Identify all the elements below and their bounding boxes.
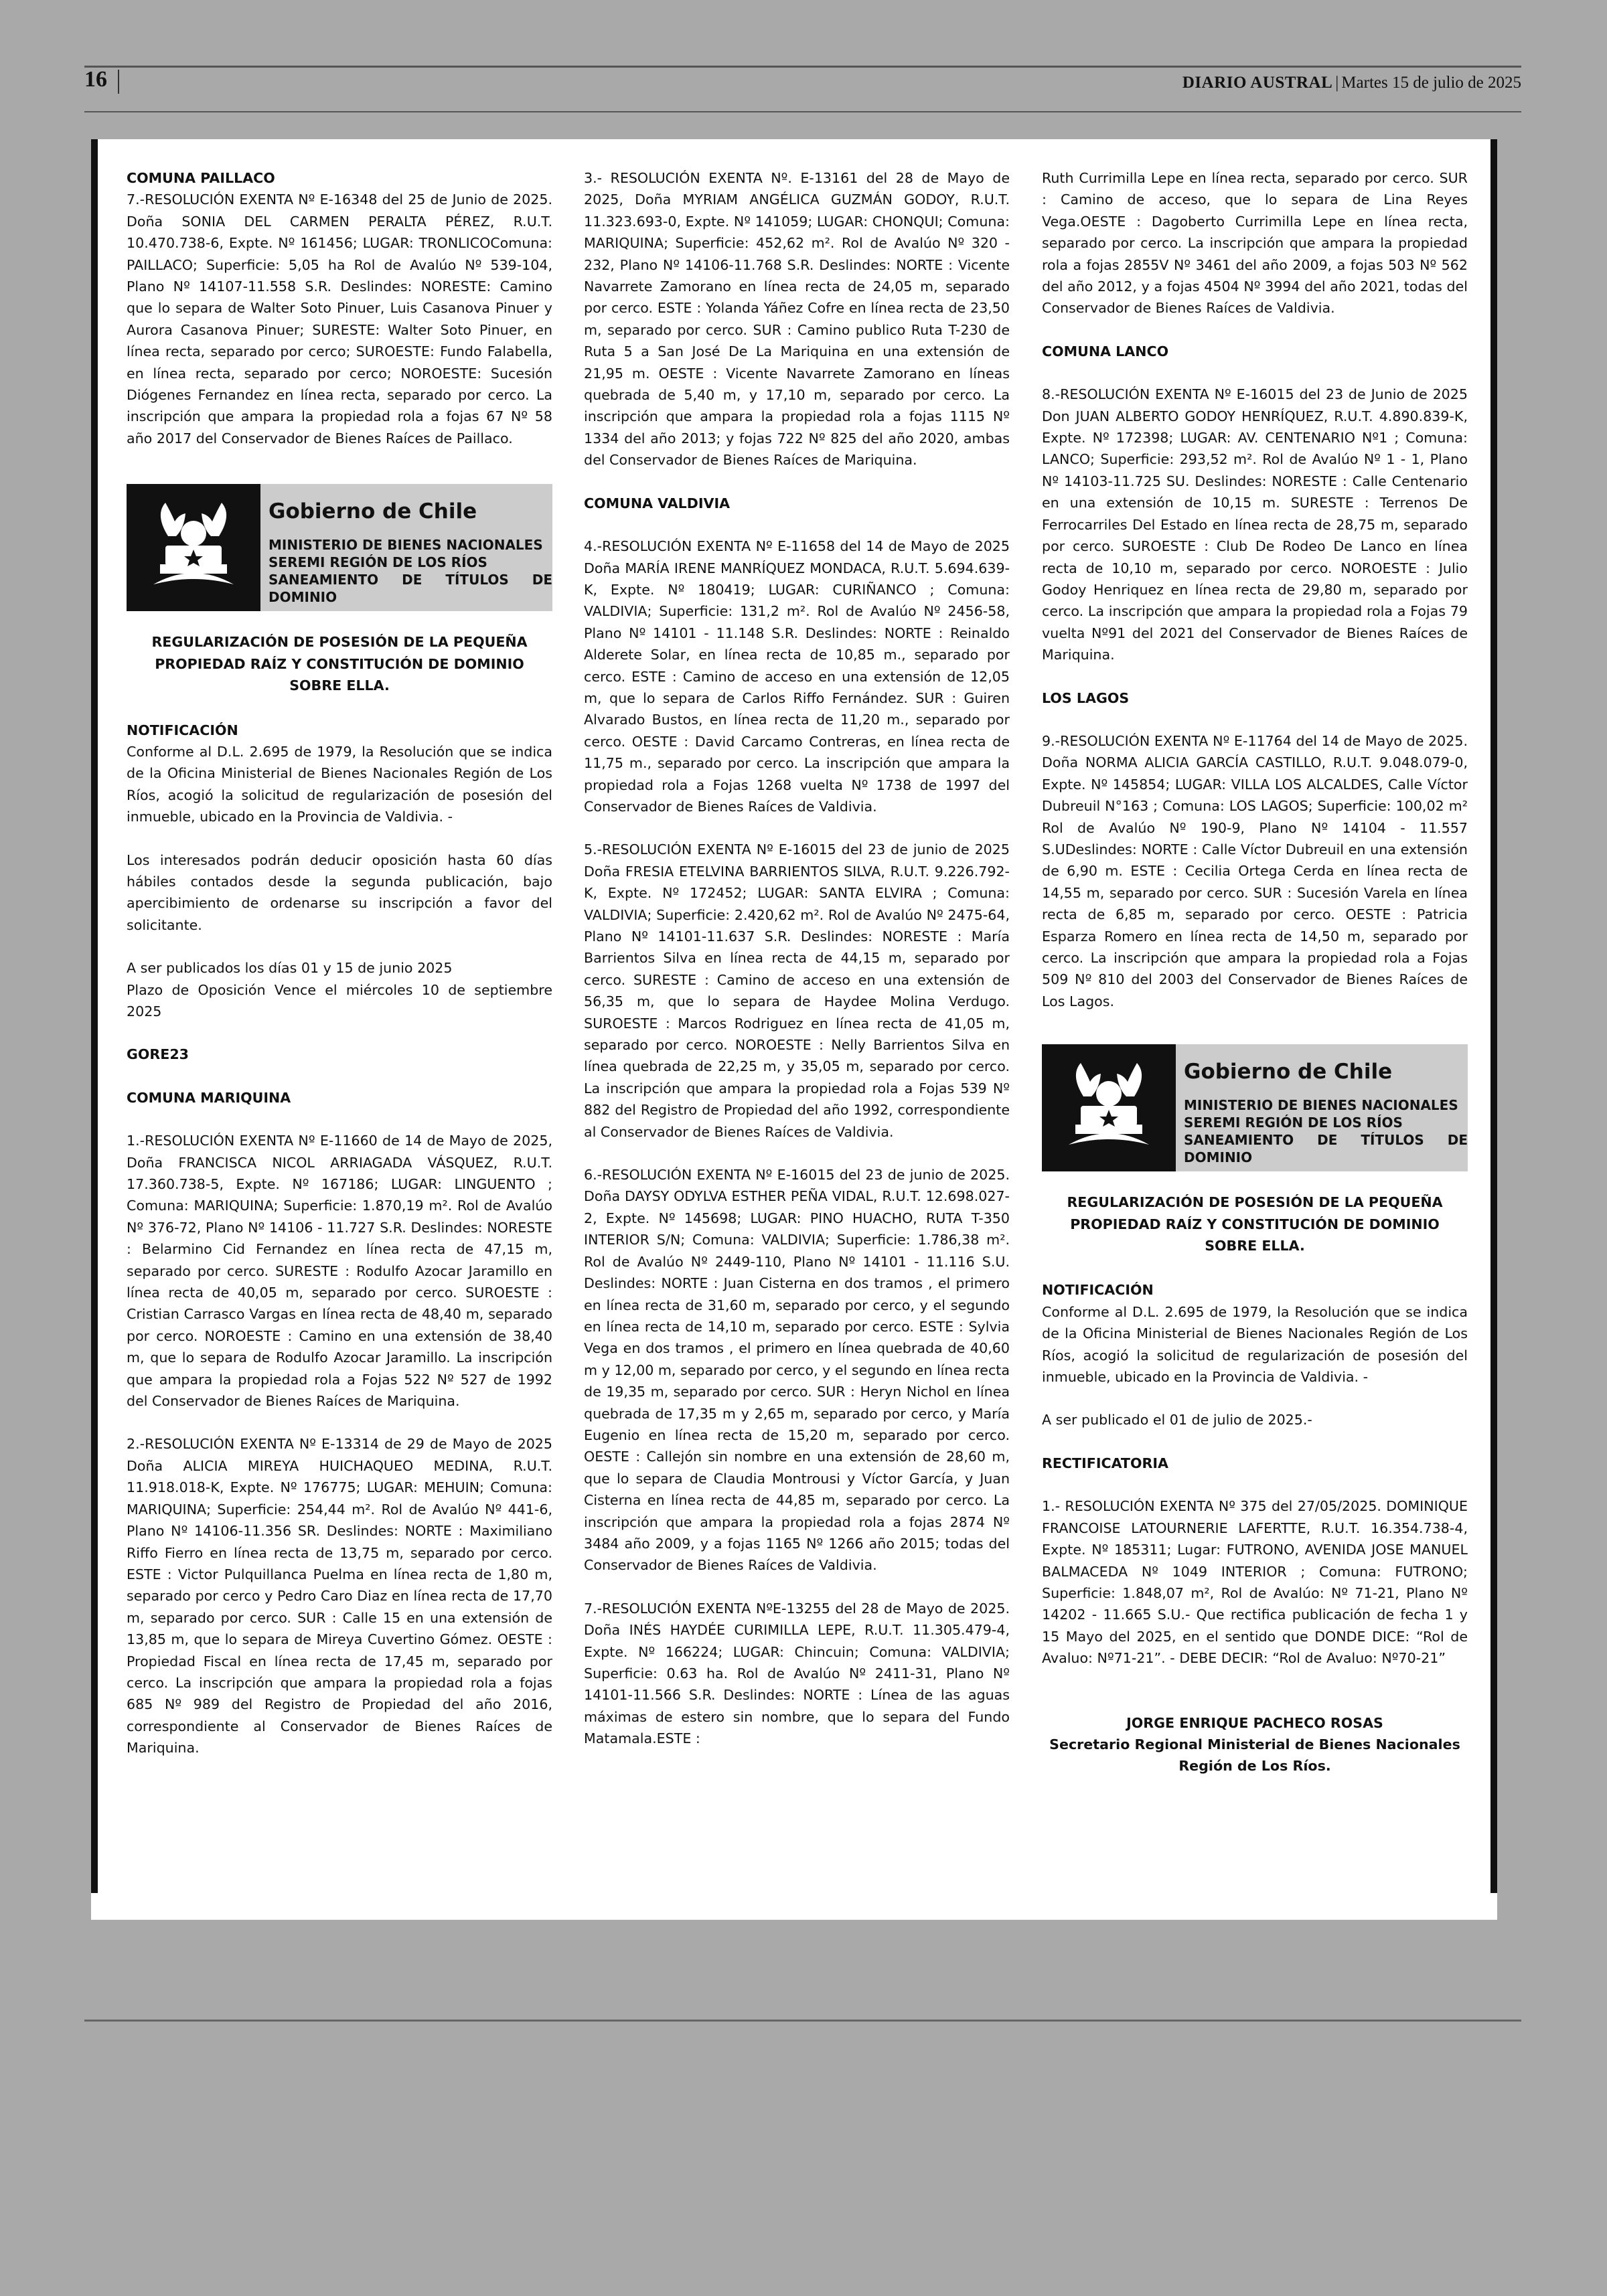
publication-name: DIARIO AUSTRAL xyxy=(1182,74,1333,92)
publication-dates: A ser publicados los días 01 y 15 de junio 2025 xyxy=(127,960,453,977)
regularizacion-line-1: REGULARIZACIÓN DE POSESIÓN DE LA PEQUEÑA xyxy=(151,634,528,651)
notificacion-body: Conforme al D.L. 2.695 de 1979, la Resolución que se indica de la Oficina Ministerial de Bienes Nacionales Región de Los Ríos, acogió la solicitud de regularización de posesión del inmueble, ubicado en la Provincia de Valdivia. - xyxy=(127,743,552,825)
program-name: SANEAMIENTO DE TÍTULOS DE DOMINIO xyxy=(269,572,552,606)
page-number: 16 xyxy=(84,67,107,92)
oposicion-text: Los interesados podrán deducir oposición hasta 60 días hábiles contados desde la segunda publicación, bajo apercibimiento de ordenarse su inscripción a favor del solicitante. xyxy=(127,851,552,933)
regularizacion-line-2: PROPIEDAD RAÍZ Y CONSTITUCIÓN DE DOMINIO SOBRE ELLA. xyxy=(155,655,524,694)
resolution-6-valdivia: 6.-RESOLUCIÓN EXENTA Nº E-16015 del 23 de junio de 2025. Doña DAYSY ODYLVA ESTHER PEÑA VIDAL, R.U.T. 12.698.027-2, Expte. Nº 145698; LUGAR: PINO HUACHO, RUTA T-350 INTERIOR S/N; Comuna: VALDIVIA; Superficie: 1.786,38 m². Rol de Avalúo Nº 2449-110, Plano Nº 14101 - 11.116 S.U. Deslindes: NORTE : Juan Cisterna en dos tramos , el primero en línea recta de 31,60 m, separado por cerco, y el segundo en línea recta de 14,10 m, separado por cerco. ESTE : Sylvia Vega en dos tramos , el primero en línea quebrada de 40,60 m y 12,00 m, separado por cerco, y el segundo en línea recta de 19,35 m, separado por cerco. SUR : Heryn Nichol en línea quebrada de 17,35 m y 2,65 m, separado por cerco, y María Eugenio en línea recta de 15,20 m, separado por cerco. OESTE : Callejón sin nombre en una extensión de 28,60 m, que lo separa de Claudia Montrousi y Víctor García, y Juan Cisterna en línea recta de 44,85 m, separado por cerco. La inscripción que ampara la propiedad rola a fojas 2874 Nº 3484 año 2009, y a fojas 1165 Nº 1266 año 2015; todas del Conservador de Bienes Raíces de Valdivia. xyxy=(584,1167,1010,1574)
notificacion-heading: NOTIFICACIÓN xyxy=(127,722,238,738)
gore-code: GORE23 xyxy=(127,1046,189,1063)
gobierno-logo xyxy=(127,484,260,611)
signatory-region: Región de Los Ríos. xyxy=(1178,1758,1331,1775)
ministry-name-2: MINISTERIO DE BIENES NACIONALES xyxy=(1184,1097,1458,1114)
gobierno-title: Gobierno de Chile xyxy=(269,499,477,524)
resolution-3-mariquina: 3.- RESOLUCIÓN EXENTA Nº. E-13161 del 28 de Mayo de 2025, Doña MYRIAM ANGÉLICA GUZMÁN GODOY, R.U.T. 11.323.693-0, Expte. Nº 141059; LUGAR: CHONQUI; Comuna: MARIQUINA; Superficie: 452,62 m². Rol de Avalúo Nº 320 - 232, Plano Nº 14106-11.768 S.R. Deslindes: NORTE : Vicente Navarrete Zamorano en línea recta de 24,05 m, separado por cerco. ESTE : Yolanda Yáñez Cofre en línea recta de 23,50 m, separado por cerco. SUR : Camino publico Ruta T-230 de Ruta 5 a San José De La Mariquina en una extensión de 21,95 m. OESTE : Vicente Navarrete Zamorano en líneas quebrada de 5,40 m, y 17,10 m, separado por cerco. La inscripción que ampara la propiedad rola a fojas 1115 Nº 1334 del año 2013; y fojas 722 Nº 825 del año 2020, ambas del Conservador de Bienes Raíces de Mariquina. xyxy=(584,170,1010,469)
column-2 xyxy=(584,167,1010,1750)
column-1 xyxy=(127,167,552,1759)
resolution-7-paillaco: 7.-RESOLUCIÓN EXENTA Nº E-16348 del 25 de Junio de 2025. Doña SONIA DEL CARMEN PERALTA PÉREZ, R.U.T. 10.470.738-6, Expte. Nº 161456; LUGAR: TRONLICOComuna: PAILLACO; Superficie: 5,05 ha Rol de Avalúo Nº 539-104, Plano Nº 14107-11.558 S.R. Deslindes: NORESTE: Camino que lo separa de Walter Soto Pinuer, Luis Casanova Pinuer y Aurora Casanova Pinuer; SURESTE: Walter Soto Pinuer, en línea recta, separado por cerco; SUROESTE: Fundo Falabella, en línea recta, separado por cerco; NOROESTE: Sucesión Diógenes Fernandez en línea recta, separado por cerco. La inscripción que ampara la propiedad rola a fojas 67 Nº 58 año 2017 del Conservador de Bienes Raíces de Paillaco. xyxy=(127,191,552,446)
rectificatoria-heading: RECTIFICATORIA xyxy=(1042,1455,1168,1471)
page-number-divider xyxy=(118,70,119,94)
resolution-9-los-lagos: 9.-RESOLUCIÓN EXENTA Nº E-11764 del 14 de Mayo de 2025. Doña NORMA ALICIA GARCÍA CASTILLO, R.U.T. 9.048.079-0, Expte. Nº 145854; LUGAR: VILLA LOS ALCALDES, Calle Víctor Dubreuil N°163 ; Comuna: LOS LAGOS; Superficie: 100,02 m² Rol de Avalúo Nº 190-9, Plano Nº 14104 - 11.557 S.UDeslindes: NORTE : Calle Víctor Dubreuil en una extensión de 6,90 m. ESTE : Cecilia Ortega Cerda en línea recta de 14,55 m, separado por cerco. SUR : Sucesión Varela en línea recta de 6,85 m, separado por cerco. OESTE : Patricia Esparza Romero en línea recta de 14,50 m, separado por cerco. La inscripción que ampara la propiedad rola a Fojas 509 Nº 810 del 2003 del Conservador de Bienes Raíces de Los Lagos. xyxy=(1042,732,1468,1009)
resolution-7-valdivia: 7.-RESOLUCIÓN EXENTA NºE-13255 del 28 de Mayo de 2025. Doña INÉS HAYDÉE CURIMILLA LEPE, R.U.T. 11.305.479-4, Expte. Nº 166224; LUGAR: Chincuin; Comuna: VALDIVIA; Superficie: 0.63 ha. Rol de Avalúo Nº 2411-31, Plano Nº 14101-11.566 S.R. Deslindes: NORTE : Línea de las aguas máximas de estero sin nombre, que lo separa del Fundo Matamala.ESTE : xyxy=(584,1600,1010,1747)
gobierno-subtitle-2 xyxy=(1184,1096,1468,1166)
gobierno-subtitle xyxy=(269,536,552,606)
seremi-name-2: SEREMI REGIÓN DE LOS RÍOS xyxy=(1184,1115,1403,1131)
resolution-8-lanco: 8.-RESOLUCIÓN EXENTA Nº E-16015 del 23 de Junio de 2025 Don JUAN ALBERTO GODOY HENRÍQUEZ, R.U.T. 4.890.839-K, Expte. Nº 172398; LUGAR: AV. CENTENARIO Nº1 ; Comuna: LANCO; Superficie: 293,52 m². Rol de Avalúo Nº 1 - 1, Plano Nº 14103-11.725 SU. Deslindes: NORESTE : Calle Centenario en una extensión de 10,15 m. SURESTE : Terrenos De Ferrocarriles Del Estado en línea recta de 28,75 m, separado por cerco. SUROESTE : Club De Rodeo De Lanco en línea recta de 10,10 m, separado por cerco. NOROESTE : Julio Godoy Henriquez en línea recta de 29,80 m, separado por cerco. La inscripción que ampara la propiedad rola a Fojas 79 vuelta Nº91 del 2021 del Conservador de Bienes Raíces de Mariquina. xyxy=(1042,386,1468,663)
heading-comuna-valdivia: COMUNA VALDIVIA xyxy=(584,495,731,511)
rectificatoria-body: 1.- RESOLUCIÓN EXENTA Nº 375 del 27/05/2025. DOMINIQUE FRANCOISE LATOURNERIE LAFERTTE, R.U.T. 16.354.738-4, Expte. Nº 185311; Lugar: FUTRONO, AVENIDA JOSE MANUEL BALMACEDA Nº 1049 INTERIOR ; Comuna: FUTRONO; Superficie: 1.848,07 m², Rol de Avalúo: Nº 71-21, Plano Nº 14202 - 11.665 S.U.- Que rectifica publicación de fecha 1 y 15 Mayo del 2025, en el sentido que DONDE DICE: “Rol de Avaluo: Nº71-21”. - DEBE DECIR: “Rol de Avaluo: Nº70-21” xyxy=(1042,1498,1468,1667)
publication-date: Martes 15 de julio de 2025 xyxy=(1341,74,1521,92)
resolution-5-valdivia: 5.-RESOLUCIÓN EXENTA Nº E-16015 del 23 de junio de 2025 Doña FRESIA ETELVINA BARRIENTOS SILVA, R.U.T. 9.226.792-K, Expte. Nº 172452; LUGAR: SANTA ELVIRA ; Comuna: VALDIVIA; Superficie: 2.420,62 m². Rol de Avalúo Nº 2475-64, Plano Nº 14101-11.637 S.R. Deslindes: NORESTE : María Barrientos Silva en línea recta de 44,15 m, separado por cerco. SURESTE : Camino de acceso en una extensión de 56,35 m, que lo separa de Haydee Molina Verdugo. SUROESTE : Marcos Rodriguez en línea recta de 41,05 m, separado por cerco. NOROESTE : Nelly Barrientos Silva en línea quebrada de 22,25 m, y 35,05 m, separado por cerco. La inscripción que ampara la propiedad rola a Fojas 539 Nº 882 del Registro de Propiedad del año 1992, correspondiente al Conservador de Bienes Raíces de Valdivia. xyxy=(584,841,1010,1140)
gobierno-logo-2 xyxy=(1042,1044,1176,1171)
publication-date-note: A ser publicado el 01 de julio de 2025.- xyxy=(1042,1412,1312,1428)
heading-los-lagos: LOS LAGOS xyxy=(1042,689,1130,706)
masthead-separator: | xyxy=(1335,74,1339,92)
header-bottom-rule xyxy=(84,111,1521,112)
column-3 xyxy=(1042,167,1468,1777)
notificacion-heading-2: NOTIFICACIÓN xyxy=(1042,1282,1154,1299)
gobierno-banner xyxy=(127,484,552,611)
footer-rule xyxy=(84,2020,1521,2022)
notificacion-body-2: Conforme al D.L. 2.695 de 1979, la Resolución que se indica de la Oficina Ministerial de Bienes Nacionales Región de Los Ríos, acogió la solicitud de regularización de posesión del inmueble, ubicado en la Provincia de Valdivia. - xyxy=(1042,1303,1468,1386)
heading-comuna-paillaco: COMUNA PAILLACO xyxy=(127,170,275,186)
signatory-title: Secretario Regional Ministerial de Bienes Nacionales xyxy=(1049,1736,1460,1752)
heading-comuna-lanco: COMUNA LANCO xyxy=(1042,343,1169,359)
masthead xyxy=(1182,74,1521,92)
header-top-rule xyxy=(84,66,1521,68)
resolution-2-mariquina: 2.-RESOLUCIÓN EXENTA Nº E-13314 de 29 de Mayo de 2025 Doña ALICIA MIREYA HUICHAQUEO MEDINA, R.U.T. 11.918.018-K, Expte. Nº 176775; LUGAR: MEHUIN; Comuna: MARIQUINA; Superficie: 254,44 m². Rol de Avalúo Nº 441-6, Plano Nº 14106-11.356 SR. Deslindes: NORTE : Maximiliano Riffo Fierro en línea recta de 13,75 m, separado por cerco. ESTE : Victor Pulquillanca Puelma en línea recta de 1,80 m, separado por cerco y Pedro Caro Diaz en línea recta de 17,70 m, separado por cerco. SUR : Calle 15 en una extensión de 13,85 m, que lo separa de Mireya Cuvertino Gómez. OESTE : Propiedad Fiscal en línea recta de 17,45 m, separado por cerco. La inscripción que ampara la propiedad rola a fojas 685 Nº 989 del Registro de Propiedad del año 2016, correspondiente al Conservador de Bienes Raíces de Mariquina. xyxy=(127,1436,552,1756)
opposition-deadline: Plazo de Oposición Vence el miércoles 10 de septiembre 2025 xyxy=(127,981,552,1019)
coat-of-arms-icon xyxy=(1042,1044,1176,1171)
resolution-4-valdivia: 4.-RESOLUCIÓN EXENTA Nº E-11658 del 14 de Mayo de 2025 Doña MARÍA IRENE MANRÍQUEZ MONDACA, R.U.T. 5.694.639-K, Expte. Nº 180419; LUGAR: CURIÑANCO ; Comuna: VALDIVIA; Superficie: 131,2 m². Rol de Avalúo Nº 2456-58, Plano Nº 14101 - 11.148 S.R. Deslindes: NORTE : Reinaldo Alderete Solar, en línea recta de 10,85 m., separado por cerco. ESTE : Camino de acceso en una extensión de 12,05 m, que lo separa de Carlos Riffo Fernández. SUR : Guiren Alvarado Bustos, en línea recta de 11,20 m., separado por cerco. OESTE : David Carcamo Contreras, en línea recta de 11,75 m., separado por cerco. La inscripción que ampara la propiedad rola a Fojas 1268 vuelta Nº 1738 de 1997 del Conservador de Bienes Raíces de Valdivia. xyxy=(584,538,1010,815)
resolution-7-continued: Ruth Currimilla Lepe en línea recta, separado por cerco. SUR : Camino de acceso, que lo separa de Lina Reyes Vega.OESTE : Dagoberto Currimilla Lepe en línea recta, separado por cerco. La inscripción que ampara la propiedad rola a fojas 2855V Nº 3461 del año 2009, a fojas 503 Nº 562 del año 2012, y a fojas 4504 Nº 3994 del año 2021, todas del Conservador de Bienes Raíces de Valdivia. xyxy=(1042,170,1468,317)
coat-of-arms-icon xyxy=(127,484,260,611)
notice-panel-right-border xyxy=(1490,139,1497,1893)
gobierno-title-2: Gobierno de Chile xyxy=(1184,1060,1393,1084)
program-name-2: SANEAMIENTO DE TÍTULOS DE DOMINIO xyxy=(1184,1132,1468,1166)
resolution-1-mariquina: 1.-RESOLUCIÓN EXENTA Nº E-11660 de 14 de Mayo de 2025, Doña FRANCISCA NICOL ARRIAGADA VÁSQUEZ, R.U.T. 17.360.738-5, Expte. Nº 167186; LUGAR: LINGUENTO ; Comuna: MARIQUINA; Superficie: 1.870,19 m². Rol de Avalúo Nº 376-72, Plano Nº 14106 - 11.727 S.R. Deslindes: NORESTE : Belarmino Cid Fernandez en línea recta de 47,15 m, separado por cerco. SURESTE : Rodulfo Azocar Jaramillo en línea recta de 40,05 m, separado por cerco. SUROESTE : Cristian Carrasco Vargas en línea recta de 48,40 m, separado por cerco. NOROESTE : Camino en una extensión de 38,40 m, que lo separa de Rodulfo Azocar Jaramillo. La inscripción que ampara la propiedad rola a Fojas 522 Nº 527 de 1992 del Conservador de Bienes Raíces de Mariquina. xyxy=(127,1133,552,1410)
notice-panel-left-border xyxy=(91,139,98,1893)
regularizacion-line-2-b: PROPIEDAD RAÍZ Y CONSTITUCIÓN DE DOMINIO SOBRE ELLA. xyxy=(1070,1216,1440,1254)
heading-comuna-mariquina: COMUNA MARIQUINA xyxy=(127,1089,291,1106)
gobierno-banner-2 xyxy=(1042,1044,1468,1171)
regularizacion-line-1-b: REGULARIZACIÓN DE POSESIÓN DE LA PEQUEÑA xyxy=(1067,1194,1443,1211)
signatory-name: JORGE ENRIQUE PACHECO ROSAS xyxy=(1126,1714,1383,1731)
ministry-name: MINISTERIO DE BIENES NACIONALES xyxy=(269,537,543,554)
seremi-name: SEREMI REGIÓN DE LOS RÍOS xyxy=(269,554,487,571)
